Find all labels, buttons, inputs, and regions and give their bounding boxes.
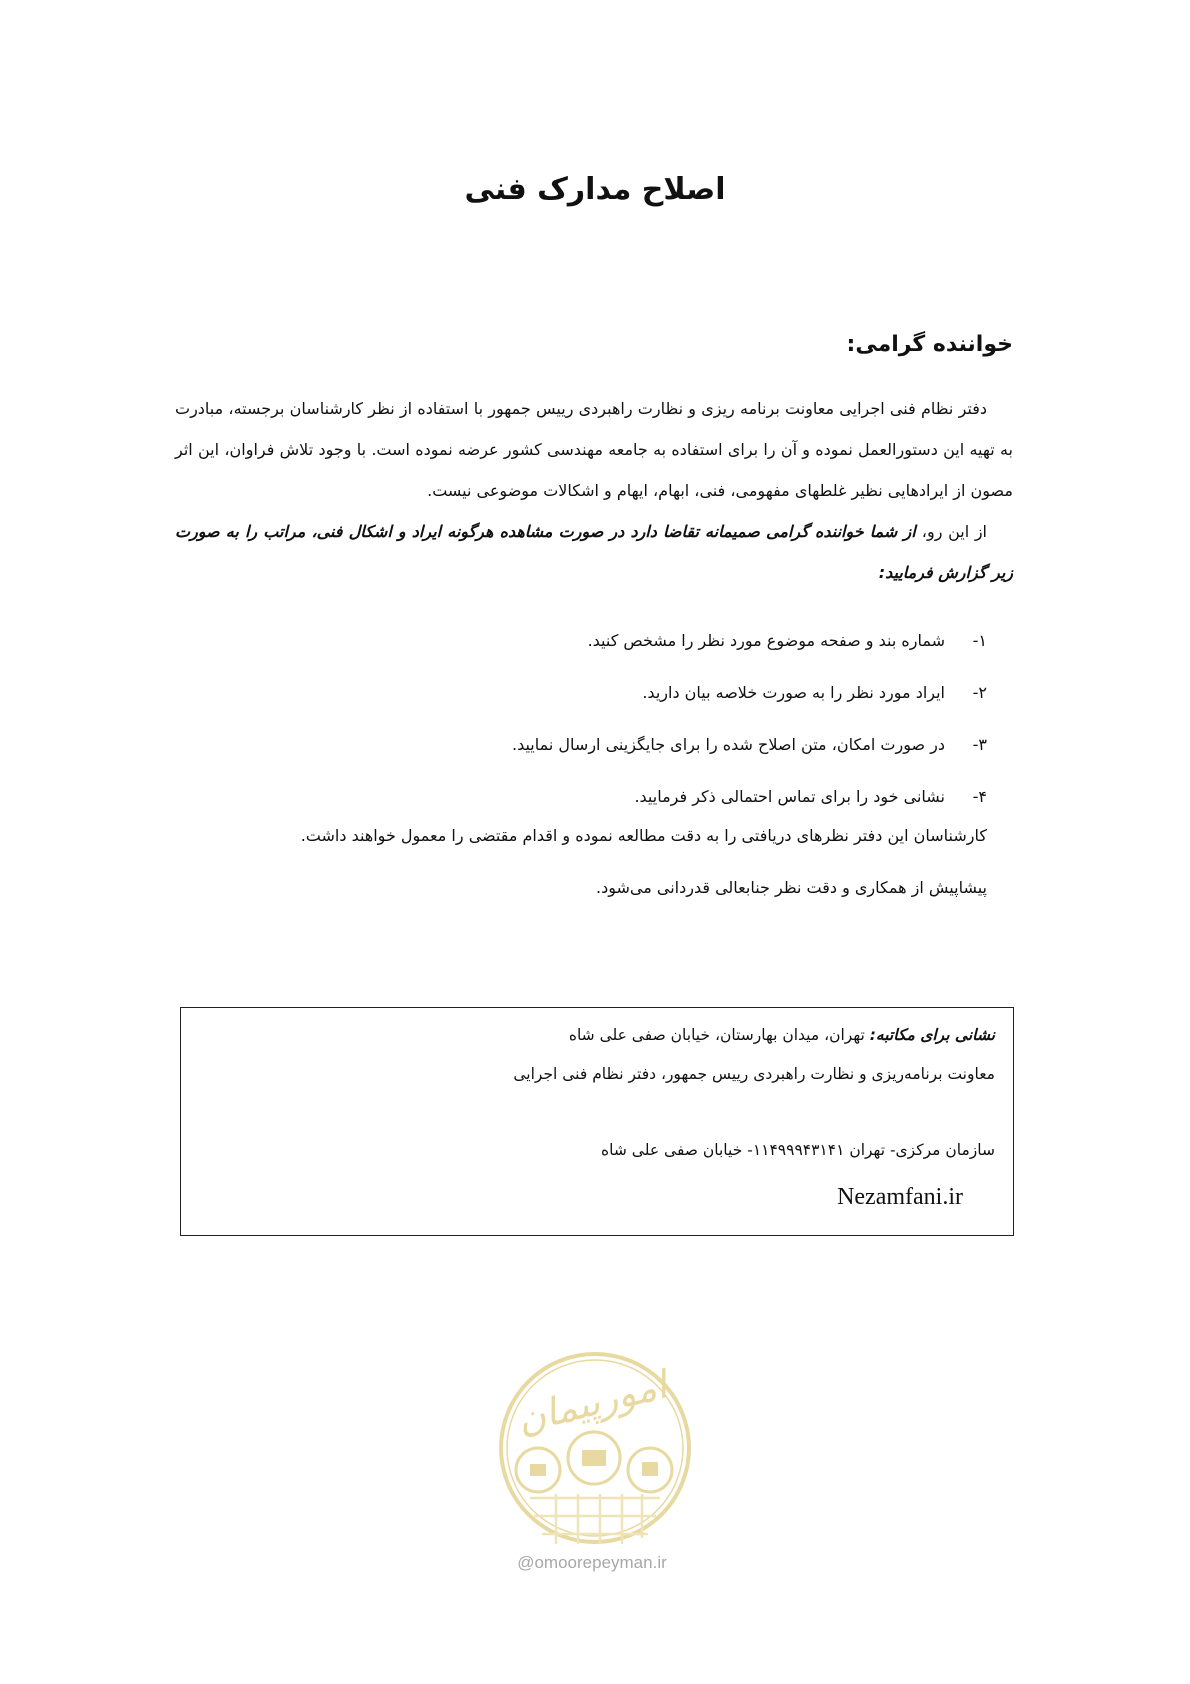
- contact-org: معاونت برنامه‌ریزی و نظارت راهبردی رییس جمهور، دفتر نظام فنی اجرایی: [513, 1065, 995, 1083]
- website-link[interactable]: Nezamfani.ir: [837, 1184, 963, 1210]
- step-number: ۲-: [972, 683, 987, 702]
- list-item: [512, 725, 987, 777]
- step-text: شماره بند و صفحه موضوع مورد نظر را مشخص کنید.: [587, 631, 945, 650]
- watermark-caption: @omoorepeyman.ir: [517, 1553, 667, 1572]
- salutation: خواننده گرامی:: [846, 332, 1013, 357]
- intro-paragraph: دفتر نظام فنی اجرایی معاونت برنامه ریزی و نظارت راهبردی رییس جمهور با استفاده از نظر کارشناسان برجسته، مبادرت به تهیه این دستورالعمل نموده و آن را برای استفاده به جامعه مهندسی کشور عرضه نموده است. با وجود تلاش فراوان، این اثر مصون از ایرادهایی نظیر غلطهای مفهومی، فنی، ابهام، ایهام و اشکالات موضوعی نیست.: [175, 399, 1013, 500]
- step-number: ۳-: [972, 735, 987, 754]
- closing-text: [301, 810, 987, 914]
- request-paragraph: [175, 511, 1013, 593]
- seal-icon: [490, 1330, 700, 1560]
- body-text: [175, 388, 1013, 593]
- step-number: ۴-: [972, 787, 987, 806]
- report-steps-list: [512, 621, 987, 829]
- request-emphasis: از شما خواننده گرامی صمیمانه تقاضا دارد در صورت مشاهده هرگونه ایراد و اشکال فنی، مراتب را به صورت زیر گزارش فرمایید:: [175, 522, 1013, 582]
- step-number: ۱-: [972, 631, 987, 650]
- contact-address: تهران، میدان بهارستان، خیابان صفی علی شاه: [568, 1026, 870, 1044]
- contact-label: نشانی برای مکاتبه:: [869, 1026, 995, 1044]
- list-item: [512, 673, 987, 725]
- contact-central-office: سازمان مرکزی- تهران ۱۱۴۹۹۹۴۳۱۴۱- خیابان صفی علی شاه: [601, 1141, 995, 1159]
- step-text: نشانی خود را برای تماس احتمالی ذکر فرمایید.: [634, 787, 945, 806]
- step-text: در صورت امکان، متن اصلاح شده را برای جایگزینی ارسال نمایید.: [511, 735, 945, 754]
- contact-address-line: [569, 1026, 995, 1044]
- contact-box: [180, 1007, 1014, 1236]
- closing-line: پیشاپیش از همکاری و دقت نظر جنابعالی قدردانی می‌شود.: [595, 878, 987, 897]
- page-title: اصلاح مدارک فنی: [464, 172, 726, 207]
- logo-lettering: امورپیمان: [512, 1362, 672, 1443]
- list-item: [512, 621, 987, 673]
- closing-line: کارشناسان این دفتر نظرهای دریافتی را به دقت مطالعه نموده و اقدام مقتضی را معمول خواهند داشت.: [300, 826, 987, 845]
- request-prefix: از این رو،: [921, 522, 987, 541]
- step-text: ایراد مورد نظر را به صورت خلاصه بیان دارید.: [642, 683, 945, 702]
